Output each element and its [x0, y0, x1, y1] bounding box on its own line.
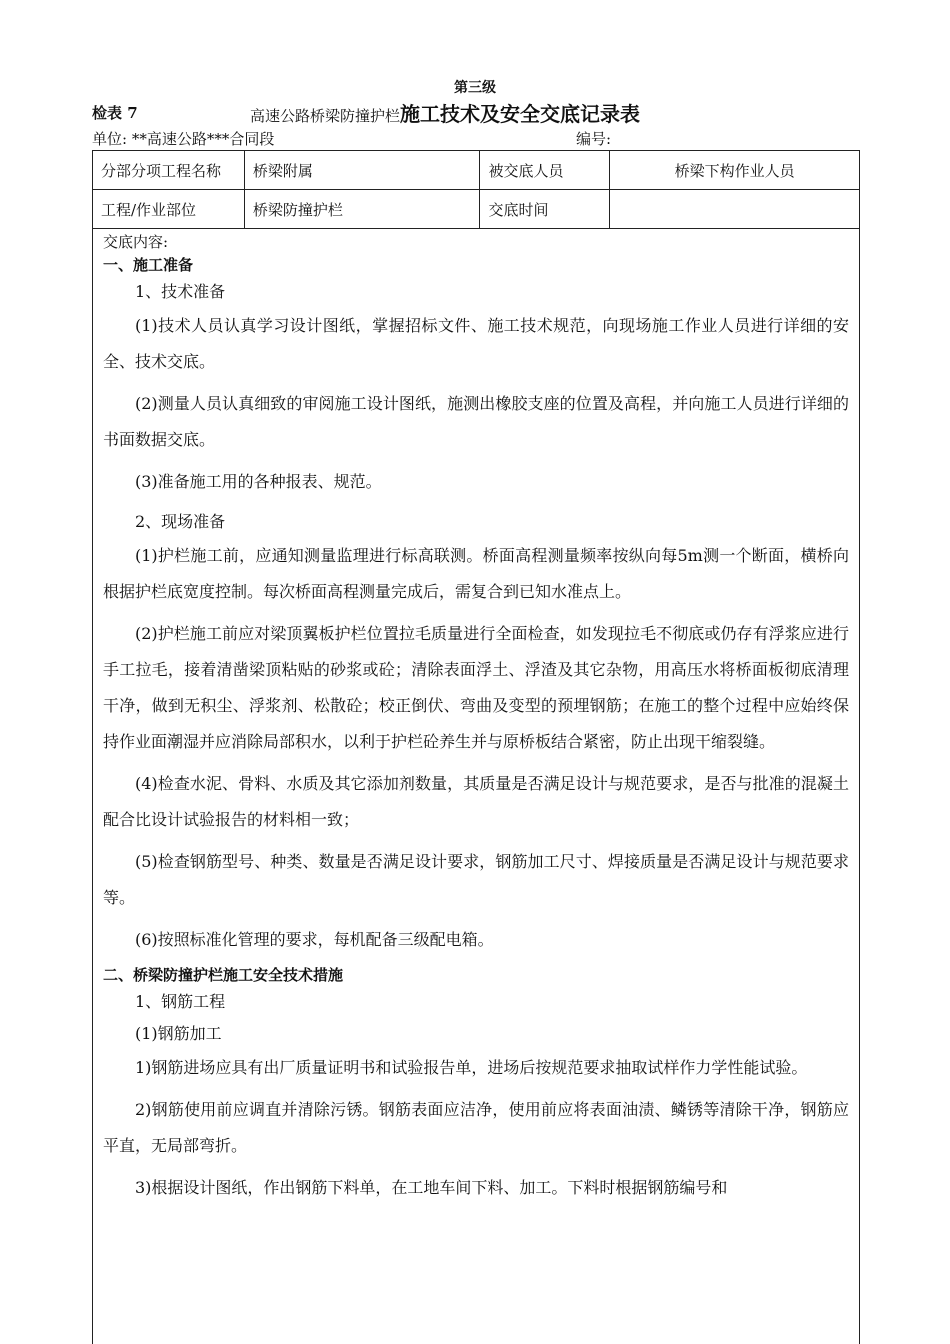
item-heading: (1)钢筋加工 [135, 1024, 222, 1043]
briefing-time-value [610, 190, 860, 229]
work-part-value: 桥梁防撞护栏 [244, 190, 480, 229]
project-name-value: 桥梁附属 [244, 151, 480, 190]
grade-level: 第三级 [454, 80, 496, 96]
subsection-heading: 1、钢筋工程 [135, 992, 226, 1011]
briefing-time-label: 交底时间 [480, 190, 610, 229]
work-part-label: 工程/作业部位 [93, 190, 245, 229]
recipient-label: 被交底人员 [480, 151, 610, 190]
paragraph: (6)按照标准化管理的要求，每机配备三级配电箱。 [135, 930, 494, 949]
unit-label: 单位: **高速公路***合同段 [92, 130, 275, 148]
serial-number-label: 编号: [576, 130, 612, 148]
form-code: 检表 7 [92, 104, 138, 122]
paragraph: 1)钢筋进场应具有出厂质量证明书和试验报告单，进场后按规范要求抽取试样作力学性能试验。 [135, 1058, 808, 1077]
briefing-content [92, 228, 860, 1344]
section-heading: 二、桥梁防撞护栏施工安全技术措施 [103, 966, 344, 984]
section-heading: 一、施工准备 [103, 256, 194, 274]
paragraph: (1)护栏施工前，应通知测量监理进行标高联测。桥面高程测量频率按纵向每5m测一个断面，横桥向根据护栏底宽度控制。每次桥面高程测量完成后，需复合到已知水准点上。 [103, 546, 849, 601]
paragraph: (4)检查水泥、骨料、水质及其它添加剂数量，其质量是否满足设计与规范要求，是否与批准的混凝土配合比设计试验报告的材料相一致； [103, 774, 849, 829]
title-prefix: 高速公路桥梁防撞护栏 [250, 107, 401, 125]
paragraph: (5)检查钢筋型号、种类、数量是否满足设计要求，钢筋加工尺寸、焊接质量是否满足设计与规范要求等。 [103, 852, 849, 907]
title-main: 施工技术及安全交底记录表 [400, 102, 641, 126]
project-name-label: 分部分项工程名称 [93, 151, 245, 190]
info-row [93, 151, 860, 190]
paragraph: 3)根据设计图纸，作出钢筋下料单，在工地车间下料、加工。下料时根据钢筋编号和 [135, 1178, 728, 1197]
paragraph: 2)钢筋使用前应调直并清除污锈。钢筋表面应洁净，使用前应将表面油渍、鳞锈等清除干净，钢筋应平直，无局部弯折。 [103, 1100, 849, 1155]
paragraph: (1)技术人员认真学习设计图纸，掌握招标文件、施工技术规范，向现场施工作业人员进行详细的安全、技术交底。 [103, 316, 849, 371]
subsection-heading: 2、现场准备 [135, 512, 226, 531]
title-row [92, 98, 860, 126]
page-title [250, 98, 640, 127]
paragraph: (2)测量人员认真细致的审阅施工设计图纸，施测出橡胶支座的位置及高程，并向施工人员进行详细的书面数据交底。 [103, 394, 849, 449]
paragraph: (2)护栏施工前应对梁顶翼板护栏位置拉毛质量进行全面检查，如发现拉毛不彻底或仍存有浮浆应进行手工拉毛，接着清凿梁顶粘贴的砂浆或砼；清除表面浮土、浮渣及其它杂物，用高压水将桥面板彻底清理干净，做到无积尘、浮浆剂、松散砼；校正倒伏、弯曲及变型的预埋钢筋；在施工的整个过程中应始终保持作业面潮湿并应消除局部积水，以利于护栏砼养生并与原桥板结合紧密，防止出现干缩裂缝。 [103, 624, 849, 751]
info-row [93, 190, 860, 229]
subsection-heading: 1、技术准备 [135, 282, 226, 301]
info-table [92, 150, 860, 229]
paragraph: (3)准备施工用的各种报表、规范。 [135, 472, 382, 491]
content-label: 交底内容: [103, 233, 169, 251]
recipient-value: 桥梁下构作业人员 [610, 151, 860, 190]
unit-row [92, 128, 860, 148]
